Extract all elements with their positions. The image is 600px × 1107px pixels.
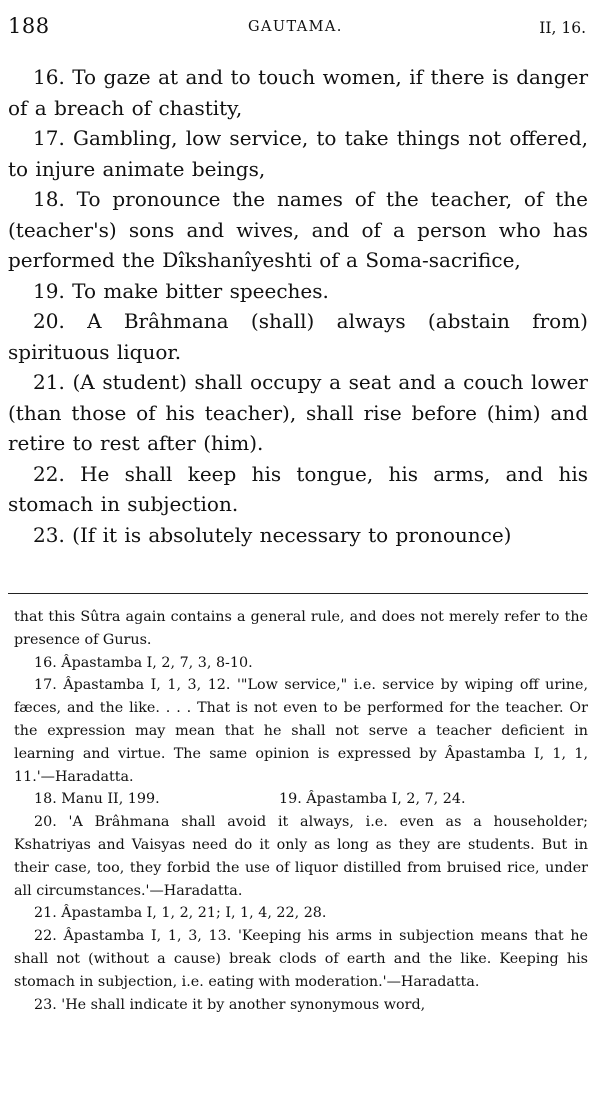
footnote-21: 21. Âpastamba I, 1, 2, 21; I, 1, 4, 22, 28.: [34, 905, 327, 922]
sutra-16: 16. To gaze at and to touch women, if there is danger of a breach of chastity,: [8, 65, 588, 120]
footnote-divider: [8, 593, 588, 594]
running-title: GAUTAMA.: [248, 19, 343, 35]
section-reference: II, 16.: [539, 19, 586, 37]
footnote-row-18-19: [14, 788, 588, 811]
footnote-22: 22. Âpastamba I, 1, 3, 13. 'Keeping his arms in subjection means that he shall not (without a cause) break clods of earth and the like. Keeping his stomach in subjection, i.e. eating with moderation.'—Haradatta.: [14, 928, 588, 990]
page-number: 188: [8, 14, 50, 38]
main-text: [8, 62, 588, 550]
running-header: [8, 14, 586, 42]
footnote-continuation: that this Sûtra again contains a general rule, and does not merely refer to the presence of Gurus.: [14, 609, 588, 648]
sutra-18: 18. To pronounce the names of the teacher, of the (teacher's) sons and wives, and of a person who has performed the Dîkshanîyeshti of a Soma-sacrifice,: [8, 187, 588, 272]
footnote-16: 16. Âpastamba I, 2, 7, 3, 8-10.: [34, 654, 253, 671]
sutra-17: 17. Gambling, low service, to take things not offered, to injure animate beings,: [8, 126, 588, 181]
footnote-19: 19. Âpastamba I, 2, 7, 24.: [279, 791, 466, 808]
sutra-20: 20. A Brâhmana (shall) always (abstain from) spirituous liquor.: [8, 309, 588, 364]
footnote-23: 23. 'He shall indicate it by another synonymous word,: [34, 996, 426, 1013]
footnotes: [14, 606, 588, 1016]
sutra-21: 21. (A student) shall occupy a seat and a couch lower (than those of his teacher), shall rise before (him) and retire to rest after (him).: [8, 370, 588, 455]
sutra-23: 23. (If it is absolutely necessary to pronounce): [33, 522, 512, 547]
footnote-18: 18. Manu II, 199.: [34, 791, 160, 808]
sutra-22: 22. He shall keep his tongue, his arms, and his stomach in subjection.: [8, 461, 588, 516]
footnote-17: 17. Âpastamba I, 1, 3, 12. '"Low service," i.e. service by wiping off urine, fæces, and the like. . . . That is not even to be performed for the teacher. Or the expression may mean that he shall not serve a teacher deficient in learning and virtue. The same opinion is expressed by Âpastamba I, 1, 1, 11.'—Haradatta.: [14, 677, 588, 785]
sutra-19: 19. To make bitter speeches.: [33, 278, 329, 303]
footnote-20: 20. 'A Brâhmana shall avoid it always, i.e. even as a householder; Kshatriyas and Vaisyas need do it only as long as they are students. But in their case, too, they forbid the use of liquor distilled from bruised rice, under all circumstances.'—Haradatta.: [14, 814, 588, 899]
